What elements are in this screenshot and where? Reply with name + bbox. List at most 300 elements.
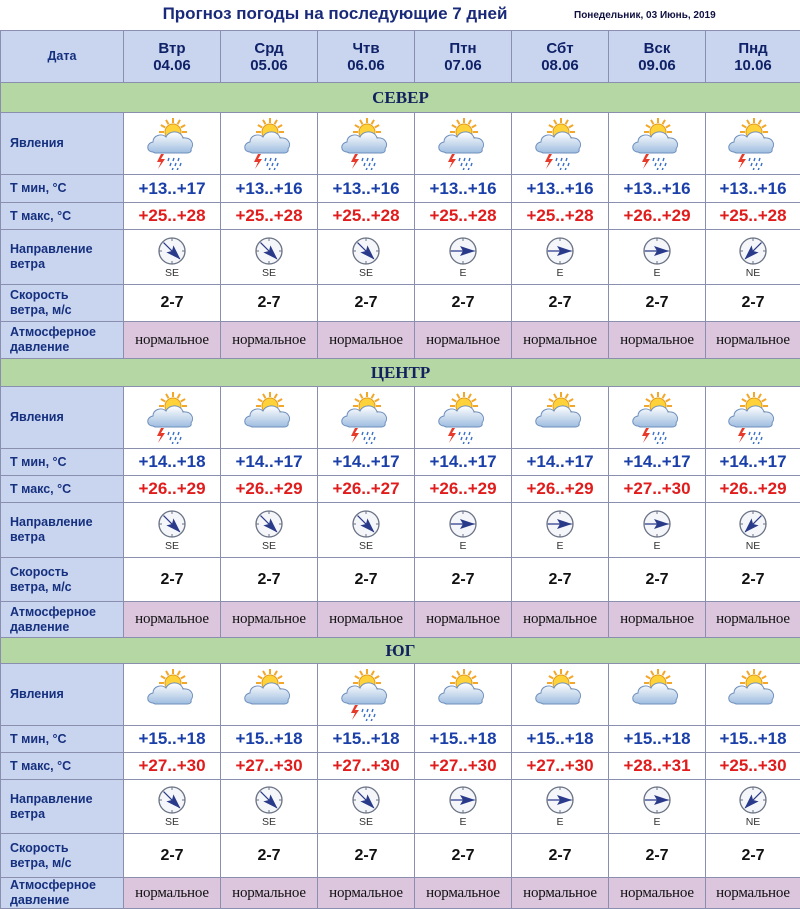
tmin-cell bbox=[706, 175, 800, 203]
wind-direction-cell bbox=[609, 503, 706, 558]
wind-direction-cell bbox=[706, 503, 800, 558]
weather-cell bbox=[415, 387, 512, 449]
compass-icon bbox=[318, 236, 414, 266]
tmin-value: +15..+18 bbox=[429, 729, 496, 748]
tmax-cell bbox=[512, 753, 609, 780]
cloudy-sun-icon bbox=[706, 669, 800, 721]
wind-direction-value: SE bbox=[221, 816, 317, 828]
pressure-value: нормальное bbox=[221, 602, 318, 638]
wind-speed-row bbox=[1, 285, 800, 322]
wind-direction-cell bbox=[706, 780, 800, 834]
weather-cell bbox=[318, 113, 415, 175]
storm-icon bbox=[706, 392, 800, 444]
tmax-value: +26..+29 bbox=[138, 479, 205, 498]
tmax-value: +27..+30 bbox=[235, 756, 302, 775]
wind-speed-label: Скорость ветра, м/с bbox=[1, 285, 124, 322]
tmax-row bbox=[1, 476, 800, 503]
day-name: Чтв bbox=[352, 40, 379, 57]
wind-speed-value: 2-7 bbox=[160, 294, 183, 311]
storm-icon bbox=[415, 392, 511, 444]
tmin-value: +14..+17 bbox=[235, 452, 302, 471]
day-name: Срд bbox=[254, 40, 283, 57]
phenomena-label: Явления bbox=[1, 113, 124, 175]
compass-icon bbox=[318, 509, 414, 539]
wind-speed-value: 2-7 bbox=[548, 571, 571, 588]
wind-speed-value: 2-7 bbox=[741, 847, 764, 864]
pressure-value: нормальное bbox=[124, 322, 221, 359]
tmax-value: +26..+29 bbox=[719, 479, 786, 498]
day-header bbox=[415, 31, 512, 83]
cloudy-sun-icon bbox=[221, 392, 317, 444]
tmax-cell bbox=[124, 203, 221, 230]
compass-icon bbox=[221, 509, 317, 539]
wind-speed-cell bbox=[415, 834, 512, 878]
storm-icon bbox=[221, 118, 317, 170]
wind-speed-value: 2-7 bbox=[451, 571, 474, 588]
wind-speed-cell bbox=[415, 285, 512, 322]
weather-cell bbox=[706, 113, 800, 175]
wind-direction-cell bbox=[512, 503, 609, 558]
day-name: Втр bbox=[158, 40, 185, 57]
tmax-value: +27..+30 bbox=[429, 756, 496, 775]
storm-icon bbox=[124, 118, 220, 170]
tmin-label: Т мин, °С bbox=[1, 449, 124, 476]
wind-speed-value: 2-7 bbox=[354, 294, 377, 311]
tmin-row bbox=[1, 175, 800, 203]
wind-speed-label: Скорость ветра, м/с bbox=[1, 558, 124, 602]
wind-speed-cell bbox=[124, 834, 221, 878]
wind-direction-value: SE bbox=[124, 816, 220, 828]
compass-icon bbox=[124, 236, 220, 266]
tmax-value: +25..+28 bbox=[526, 206, 593, 225]
wind-direction-cell bbox=[124, 230, 221, 285]
region-row bbox=[1, 83, 800, 113]
page-title: Прогноз погоды на последующие 7 дней bbox=[0, 4, 670, 24]
tmin-cell bbox=[512, 175, 609, 203]
wind-direction-cell bbox=[318, 780, 415, 834]
tmin-value: +14..+17 bbox=[526, 452, 593, 471]
wind-direction-cell bbox=[124, 780, 221, 834]
wind-direction-cell bbox=[318, 503, 415, 558]
storm-icon bbox=[609, 118, 705, 170]
tmin-cell bbox=[124, 726, 221, 753]
wind-direction-value: SE bbox=[318, 267, 414, 279]
wind-direction-value: E bbox=[512, 540, 608, 552]
tmin-value: +13..+17 bbox=[138, 179, 205, 198]
tmin-cell bbox=[415, 449, 512, 476]
tmin-value: +14..+17 bbox=[623, 452, 690, 471]
wind-direction-label: Направление ветра bbox=[1, 230, 124, 285]
cloudy-sun-icon bbox=[221, 669, 317, 721]
tmin-cell bbox=[512, 449, 609, 476]
tmin-cell bbox=[706, 449, 800, 476]
tmax-label: Т макс, °С bbox=[1, 476, 124, 503]
tmin-value: +15..+18 bbox=[235, 729, 302, 748]
wind-speed-value: 2-7 bbox=[160, 847, 183, 864]
tmax-value: +27..+30 bbox=[332, 756, 399, 775]
pressure-value: нормальное bbox=[609, 878, 706, 909]
tmin-value: +13..+16 bbox=[623, 179, 690, 198]
page-header bbox=[0, 0, 800, 30]
tmin-cell bbox=[609, 449, 706, 476]
wind-direction-value: SE bbox=[221, 267, 317, 279]
tmin-cell bbox=[221, 449, 318, 476]
tmin-cell bbox=[318, 449, 415, 476]
wind-direction-cell bbox=[318, 230, 415, 285]
wind-speed-row bbox=[1, 558, 800, 602]
wind-speed-cell bbox=[706, 285, 800, 322]
compass-icon bbox=[318, 785, 414, 815]
wind-direction-value: E bbox=[609, 540, 705, 552]
tmax-cell bbox=[318, 753, 415, 780]
tmax-value: +26..+29 bbox=[429, 479, 496, 498]
wind-direction-cell bbox=[124, 503, 221, 558]
region-row bbox=[1, 359, 800, 387]
compass-icon bbox=[609, 785, 705, 815]
pressure-value: нормальное bbox=[124, 602, 221, 638]
wind-speed-value: 2-7 bbox=[741, 571, 764, 588]
tmax-cell bbox=[512, 476, 609, 503]
wind-direction-value: E bbox=[415, 267, 511, 279]
pressure-value: нормальное bbox=[706, 322, 800, 359]
day-date: 06.06 bbox=[347, 57, 385, 74]
tmax-label: Т макс, °С bbox=[1, 203, 124, 230]
storm-icon bbox=[609, 392, 705, 444]
weather-cell bbox=[221, 113, 318, 175]
tmax-cell bbox=[706, 753, 800, 780]
pressure-label: Атмосферное давление bbox=[1, 878, 124, 909]
day-header bbox=[706, 31, 800, 83]
phenomena-row bbox=[1, 387, 800, 449]
wind-speed-cell bbox=[124, 558, 221, 602]
region-title: ЮГ bbox=[1, 638, 800, 664]
phenomena-row bbox=[1, 113, 800, 175]
wind-speed-value: 2-7 bbox=[160, 571, 183, 588]
pressure-value: нормальное bbox=[512, 878, 609, 909]
wind-speed-value: 2-7 bbox=[354, 847, 377, 864]
wind-speed-value: 2-7 bbox=[451, 294, 474, 311]
tmin-cell bbox=[221, 175, 318, 203]
tmax-row bbox=[1, 753, 800, 780]
wind-direction-value: SE bbox=[318, 816, 414, 828]
wind-direction-cell bbox=[512, 780, 609, 834]
pressure-value: нормальное bbox=[609, 322, 706, 359]
tmin-value: +15..+18 bbox=[719, 729, 786, 748]
weather-cell bbox=[221, 664, 318, 726]
wind-direction-cell bbox=[415, 503, 512, 558]
wind-direction-cell bbox=[415, 230, 512, 285]
tmin-value: +15..+18 bbox=[138, 729, 205, 748]
tmax-value: +27..+30 bbox=[138, 756, 205, 775]
pressure-value: нормальное bbox=[512, 602, 609, 638]
pressure-row bbox=[1, 322, 800, 359]
wind-direction-cell bbox=[221, 230, 318, 285]
tmax-value: +27..+30 bbox=[526, 756, 593, 775]
wind-speed-cell bbox=[706, 558, 800, 602]
tmax-cell bbox=[609, 476, 706, 503]
day-date: 05.06 bbox=[250, 57, 288, 74]
wind-speed-value: 2-7 bbox=[257, 847, 280, 864]
wind-speed-value: 2-7 bbox=[645, 847, 668, 864]
phenomena-label: Явления bbox=[1, 387, 124, 449]
tmin-value: +13..+16 bbox=[235, 179, 302, 198]
tmin-cell bbox=[318, 726, 415, 753]
wind-direction-cell bbox=[706, 230, 800, 285]
tmin-label: Т мин, °С bbox=[1, 726, 124, 753]
compass-icon bbox=[221, 236, 317, 266]
tmax-cell bbox=[609, 753, 706, 780]
tmin-cell bbox=[415, 726, 512, 753]
weather-cell bbox=[221, 387, 318, 449]
tmin-row bbox=[1, 726, 800, 753]
compass-icon bbox=[512, 509, 608, 539]
tmax-row bbox=[1, 203, 800, 230]
pressure-value: нормальное bbox=[609, 602, 706, 638]
tmin-value: +14..+17 bbox=[719, 452, 786, 471]
wind-direction-value: E bbox=[512, 267, 608, 279]
day-date: 08.06 bbox=[541, 57, 579, 74]
compass-icon bbox=[415, 509, 511, 539]
storm-icon bbox=[318, 118, 414, 170]
weather-cell bbox=[415, 113, 512, 175]
pressure-value: нормальное bbox=[124, 878, 221, 909]
pressure-value: нормальное bbox=[415, 602, 512, 638]
wind-speed-cell bbox=[609, 834, 706, 878]
tmax-cell bbox=[609, 203, 706, 230]
tmin-value: +14..+17 bbox=[429, 452, 496, 471]
tmax-value: +25..+28 bbox=[719, 206, 786, 225]
tmax-cell bbox=[318, 203, 415, 230]
pressure-row bbox=[1, 878, 800, 909]
wind-direction-cell bbox=[609, 780, 706, 834]
tmax-cell bbox=[512, 203, 609, 230]
weather-cell bbox=[609, 664, 706, 726]
compass-icon bbox=[512, 236, 608, 266]
current-date: Понедельник, 03 Июнь, 2019 bbox=[574, 10, 716, 21]
compass-icon bbox=[706, 236, 800, 266]
weather-cell bbox=[706, 664, 800, 726]
weather-cell bbox=[706, 387, 800, 449]
tmin-row bbox=[1, 449, 800, 476]
compass-icon bbox=[124, 509, 220, 539]
pressure-row bbox=[1, 602, 800, 638]
wind-direction-value: E bbox=[415, 816, 511, 828]
storm-icon bbox=[318, 669, 414, 721]
storm-icon bbox=[706, 118, 800, 170]
compass-icon bbox=[415, 785, 511, 815]
wind-speed-cell bbox=[124, 285, 221, 322]
tmax-cell bbox=[415, 476, 512, 503]
wind-speed-cell bbox=[221, 558, 318, 602]
wind-speed-cell bbox=[609, 558, 706, 602]
compass-icon bbox=[512, 785, 608, 815]
day-name: Вск bbox=[644, 40, 671, 57]
pressure-value: нормальное bbox=[318, 878, 415, 909]
tmax-cell bbox=[415, 753, 512, 780]
tmin-cell bbox=[706, 726, 800, 753]
storm-icon bbox=[318, 392, 414, 444]
phenomena-label: Явления bbox=[1, 664, 124, 726]
tmax-value: +25..+30 bbox=[719, 756, 786, 775]
wind-direction-value: E bbox=[512, 816, 608, 828]
weather-cell bbox=[124, 664, 221, 726]
wind-direction-value: NE bbox=[706, 816, 800, 828]
wind-direction-row bbox=[1, 780, 800, 834]
weather-cell bbox=[512, 387, 609, 449]
wind-speed-value: 2-7 bbox=[741, 294, 764, 311]
cloudy-sun-icon bbox=[609, 669, 705, 721]
header-row bbox=[1, 31, 800, 83]
cloudy-sun-icon bbox=[512, 669, 608, 721]
tmin-value: +15..+18 bbox=[332, 729, 399, 748]
storm-icon bbox=[124, 392, 220, 444]
tmin-value: +14..+18 bbox=[138, 452, 205, 471]
region-title: ЦЕНТР bbox=[1, 359, 800, 387]
day-header bbox=[318, 31, 415, 83]
wind-speed-cell bbox=[318, 834, 415, 878]
day-name: Сбт bbox=[546, 40, 573, 57]
cloudy-sun-icon bbox=[415, 669, 511, 721]
tmin-label: Т мин, °С bbox=[1, 175, 124, 203]
tmin-value: +14..+17 bbox=[332, 452, 399, 471]
tmax-value: +26..+27 bbox=[332, 479, 399, 498]
tmin-value: +13..+16 bbox=[719, 179, 786, 198]
wind-speed-cell bbox=[706, 834, 800, 878]
wind-speed-cell bbox=[318, 558, 415, 602]
wind-speed-value: 2-7 bbox=[645, 571, 668, 588]
region-row bbox=[1, 638, 800, 664]
wind-direction-row bbox=[1, 230, 800, 285]
tmax-cell bbox=[221, 753, 318, 780]
pressure-label: Атмосферное давление bbox=[1, 322, 124, 359]
wind-direction-cell bbox=[221, 780, 318, 834]
tmax-cell bbox=[318, 476, 415, 503]
tmax-label: Т макс, °С bbox=[1, 753, 124, 780]
wind-speed-cell bbox=[221, 285, 318, 322]
wind-direction-cell bbox=[512, 230, 609, 285]
weather-cell bbox=[124, 113, 221, 175]
wind-speed-value: 2-7 bbox=[354, 571, 377, 588]
wind-direction-row bbox=[1, 503, 800, 558]
compass-icon bbox=[415, 236, 511, 266]
tmax-cell bbox=[221, 476, 318, 503]
pressure-value: нормальное bbox=[318, 322, 415, 359]
wind-direction-value: NE bbox=[706, 540, 800, 552]
pressure-value: нормальное bbox=[512, 322, 609, 359]
wind-speed-value: 2-7 bbox=[451, 847, 474, 864]
wind-speed-value: 2-7 bbox=[257, 571, 280, 588]
day-date: 10.06 bbox=[734, 57, 772, 74]
wind-speed-row bbox=[1, 834, 800, 878]
day-name: Птн bbox=[449, 40, 476, 57]
day-header bbox=[221, 31, 318, 83]
pressure-value: нормальное bbox=[415, 878, 512, 909]
weather-cell bbox=[318, 664, 415, 726]
pressure-value: нормальное bbox=[221, 322, 318, 359]
compass-icon bbox=[609, 509, 705, 539]
wind-direction-value: SE bbox=[124, 540, 220, 552]
weather-cell bbox=[512, 113, 609, 175]
tmax-cell bbox=[124, 476, 221, 503]
wind-speed-value: 2-7 bbox=[257, 294, 280, 311]
wind-direction-value: SE bbox=[124, 267, 220, 279]
tmax-value: +25..+28 bbox=[138, 206, 205, 225]
pressure-value: нормальное bbox=[318, 602, 415, 638]
tmin-cell bbox=[124, 449, 221, 476]
wind-speed-cell bbox=[512, 834, 609, 878]
compass-icon bbox=[609, 236, 705, 266]
wind-speed-value: 2-7 bbox=[645, 294, 668, 311]
tmin-cell bbox=[609, 726, 706, 753]
tmax-cell bbox=[706, 203, 800, 230]
day-name: Пнд bbox=[738, 40, 767, 57]
pressure-value: нормальное bbox=[415, 322, 512, 359]
wind-speed-label: Скорость ветра, м/с bbox=[1, 834, 124, 878]
region-title: СЕВЕР bbox=[1, 83, 800, 113]
weather-cell bbox=[318, 387, 415, 449]
wind-direction-value: E bbox=[415, 540, 511, 552]
wind-speed-value: 2-7 bbox=[548, 294, 571, 311]
tmax-value: +26..+29 bbox=[235, 479, 302, 498]
wind-direction-label: Направление ветра bbox=[1, 780, 124, 834]
tmax-value: +26..+29 bbox=[526, 479, 593, 498]
tmin-cell bbox=[415, 175, 512, 203]
wind-direction-cell bbox=[415, 780, 512, 834]
storm-icon bbox=[415, 118, 511, 170]
weather-cell bbox=[415, 664, 512, 726]
tmax-cell bbox=[706, 476, 800, 503]
day-date: 07.06 bbox=[444, 57, 482, 74]
day-date: 04.06 bbox=[153, 57, 191, 74]
storm-icon bbox=[512, 118, 608, 170]
wind-speed-cell bbox=[318, 285, 415, 322]
wind-speed-cell bbox=[512, 558, 609, 602]
phenomena-row bbox=[1, 664, 800, 726]
tmin-value: +13..+16 bbox=[526, 179, 593, 198]
wind-direction-value: E bbox=[609, 816, 705, 828]
tmax-value: +28..+31 bbox=[623, 756, 690, 775]
tmax-cell bbox=[124, 753, 221, 780]
tmin-cell bbox=[609, 175, 706, 203]
pressure-value: нормальное bbox=[706, 602, 800, 638]
tmin-value: +15..+18 bbox=[526, 729, 593, 748]
day-header bbox=[512, 31, 609, 83]
wind-speed-cell bbox=[512, 285, 609, 322]
weather-cell bbox=[512, 664, 609, 726]
date-header: Дата bbox=[1, 31, 124, 83]
tmin-cell bbox=[221, 726, 318, 753]
compass-icon bbox=[706, 509, 800, 539]
tmin-cell bbox=[124, 175, 221, 203]
cloudy-sun-icon bbox=[512, 392, 608, 444]
wind-speed-cell bbox=[221, 834, 318, 878]
wind-speed-cell bbox=[415, 558, 512, 602]
tmax-value: +26..+29 bbox=[623, 206, 690, 225]
wind-direction-value: E bbox=[609, 267, 705, 279]
compass-icon bbox=[221, 785, 317, 815]
tmin-value: +13..+16 bbox=[332, 179, 399, 198]
wind-speed-value: 2-7 bbox=[548, 847, 571, 864]
wind-direction-value: NE bbox=[706, 267, 800, 279]
tmax-cell bbox=[221, 203, 318, 230]
wind-direction-cell bbox=[609, 230, 706, 285]
day-date: 09.06 bbox=[638, 57, 676, 74]
day-header bbox=[124, 31, 221, 83]
pressure-label: Атмосферное давление bbox=[1, 602, 124, 638]
forecast-table bbox=[0, 30, 800, 909]
wind-speed-cell bbox=[609, 285, 706, 322]
weather-cell bbox=[609, 113, 706, 175]
